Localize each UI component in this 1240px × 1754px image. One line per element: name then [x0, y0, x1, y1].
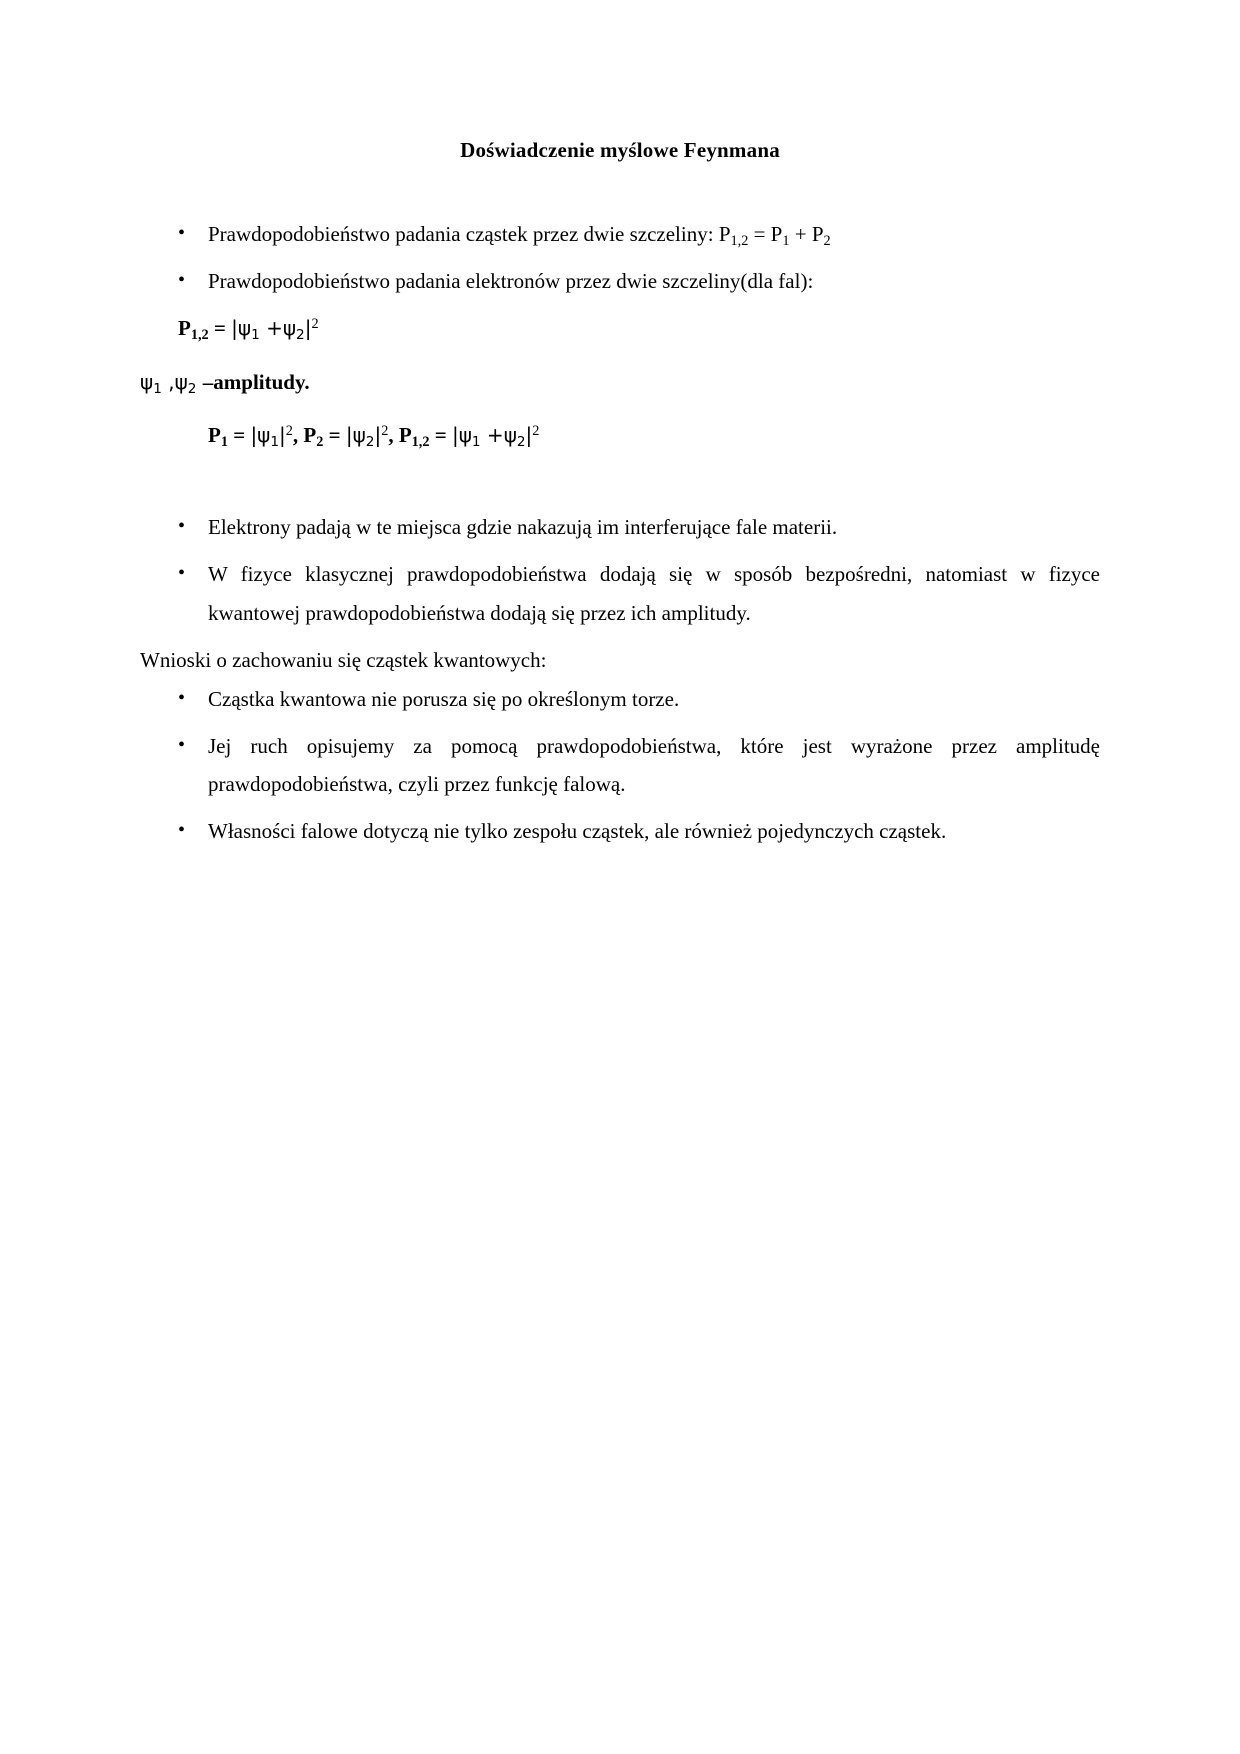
- spacer: [140, 456, 1100, 508]
- spacer: [140, 349, 1100, 363]
- bullet-text: Prawdopodobieństwo padania cząstek przez dwie szczeliny:: [208, 222, 719, 246]
- spacer: [140, 402, 1100, 416]
- formula-p12-sum: $P_{1,2} = P_1 + P_2$: [718, 222, 831, 249]
- bullet-list-bottom: [140, 680, 1100, 851]
- bullet-list-middle: [140, 508, 1100, 633]
- list-item: [140, 727, 1100, 805]
- list-item: [140, 215, 1100, 254]
- page-title: Doświadczenie myślowe Feynmana: [460, 138, 780, 162]
- list-item: [140, 812, 1100, 851]
- spacer: [140, 163, 1100, 215]
- bullet-text: Jej ruch opisujemy za pomocą prawdopodobieństwa, które jest wyrażone przez amplitudę prawdopodobieństwa, czyli przez funkcję falową.: [208, 733, 1100, 797]
- list-item: [140, 262, 1100, 301]
- bullet-text: W fizyce klasycznej prawdopodobieństwa dodają się w sposób bezpośredni, natomiast w fizyce kwantowej prawdopodobieństwa dodają się przez ich amplitudy.: [208, 562, 1100, 626]
- list-item: [140, 508, 1100, 547]
- bullet-text: Cząstka kwantowa nie porusza się po określonym torze.: [208, 686, 680, 711]
- amplitudes-line: $\psi_1$ $,\psi_2$ –amplitudy.: [140, 370, 310, 398]
- formula-main: $P_{1,2} = |\psi_1 +\psi_2|^2$: [178, 316, 319, 344]
- list-item: [140, 680, 1100, 719]
- bullet-text: Własności falowe dotyczą nie tylko zespołu cząstek, ale również pojedynczych cząstek.: [208, 819, 947, 844]
- formula-set: $P_1 = |\psi_1|^2$, $P_2 = |\psi_2|^2$, $P_{1,2} = |\psi_1 +\psi_2|^2$: [208, 423, 540, 451]
- conclusions-heading: Wnioski o zachowaniu się cząstek kwantowych:: [140, 647, 547, 672]
- list-item: [140, 555, 1100, 633]
- bullet-text: Elektrony padają w te miejsca gdzie nakazują im interferujące fale materii.: [208, 515, 838, 540]
- bullet-text: Prawdopodobieństwo padania elektronów przez dwie szczeliny(dla fal):: [208, 269, 814, 294]
- bullet-list-top: [140, 215, 1100, 301]
